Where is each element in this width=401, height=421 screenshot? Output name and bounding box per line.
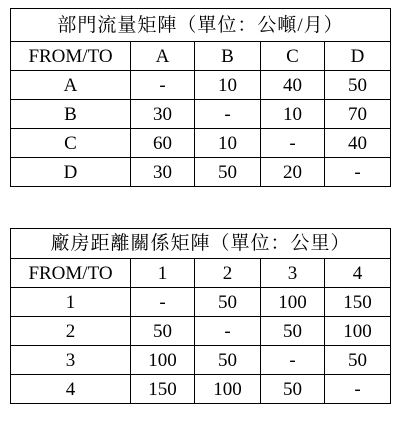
- column-header: 3: [261, 259, 325, 288]
- table-title-row: [11, 229, 391, 259]
- table-row: [11, 317, 391, 346]
- table-cell: 50: [195, 346, 261, 375]
- table-cell: 10: [261, 100, 325, 129]
- table-title-row: [11, 9, 391, 42]
- row-header: C: [11, 129, 131, 158]
- table-row: [11, 71, 391, 100]
- row-header: B: [11, 100, 131, 129]
- table-header-row: [11, 42, 391, 71]
- table-cell: -: [261, 346, 325, 375]
- column-header: D: [325, 42, 391, 71]
- table-cell: 100: [195, 375, 261, 404]
- row-header: 1: [11, 288, 131, 317]
- corner-header: FROM/TO: [11, 259, 131, 288]
- table-cell: 40: [325, 129, 391, 158]
- table-cell: 100: [131, 346, 195, 375]
- table-cell: 100: [325, 317, 391, 346]
- table-cell: 50: [325, 346, 391, 375]
- table-cell: -: [325, 375, 391, 404]
- column-header: 4: [325, 259, 391, 288]
- table-row: [11, 100, 391, 129]
- table-row: [11, 288, 391, 317]
- table-row: [11, 129, 391, 158]
- column-header: C: [261, 42, 325, 71]
- table-cell: 50: [261, 375, 325, 404]
- table-cell: 30: [131, 158, 195, 187]
- table-cell: -: [131, 71, 195, 100]
- column-header: A: [131, 42, 195, 71]
- corner-header: FROM/TO: [11, 42, 131, 71]
- column-header: 2: [195, 259, 261, 288]
- row-header: 4: [11, 375, 131, 404]
- table-row: [11, 158, 391, 187]
- flow-matrix-title: 部門流量矩陣（單位：公噸/月）: [11, 9, 391, 42]
- table-header-row: [11, 259, 391, 288]
- row-header: 3: [11, 346, 131, 375]
- table-row: [11, 346, 391, 375]
- table-cell: 30: [131, 100, 195, 129]
- row-header: A: [11, 71, 131, 100]
- table-cell: 50: [131, 317, 195, 346]
- table-cell: 10: [195, 71, 261, 100]
- table-cell: -: [261, 129, 325, 158]
- table-cell: -: [195, 317, 261, 346]
- table-cell: 70: [325, 100, 391, 129]
- table-cell: 50: [261, 317, 325, 346]
- plant-distance-matrix-table: [10, 228, 391, 404]
- table-cell: 60: [131, 129, 195, 158]
- table-cell: 150: [131, 375, 195, 404]
- table-cell: -: [325, 158, 391, 187]
- table-cell: 50: [195, 288, 261, 317]
- table-row: [11, 375, 391, 404]
- row-header: 2: [11, 317, 131, 346]
- table-cell: 10: [195, 129, 261, 158]
- department-flow-matrix-table: [10, 8, 391, 187]
- table-cell: -: [131, 288, 195, 317]
- table-cell: 20: [261, 158, 325, 187]
- table-cell: 50: [195, 158, 261, 187]
- distance-matrix-title: 廠房距離關係矩陣（單位：公里）: [11, 229, 391, 259]
- row-header: D: [11, 158, 131, 187]
- column-header: 1: [131, 259, 195, 288]
- table-cell: 150: [325, 288, 391, 317]
- table-cell: 40: [261, 71, 325, 100]
- table-cell: 100: [261, 288, 325, 317]
- column-header: B: [195, 42, 261, 71]
- table-cell: -: [195, 100, 261, 129]
- table-cell: 50: [325, 71, 391, 100]
